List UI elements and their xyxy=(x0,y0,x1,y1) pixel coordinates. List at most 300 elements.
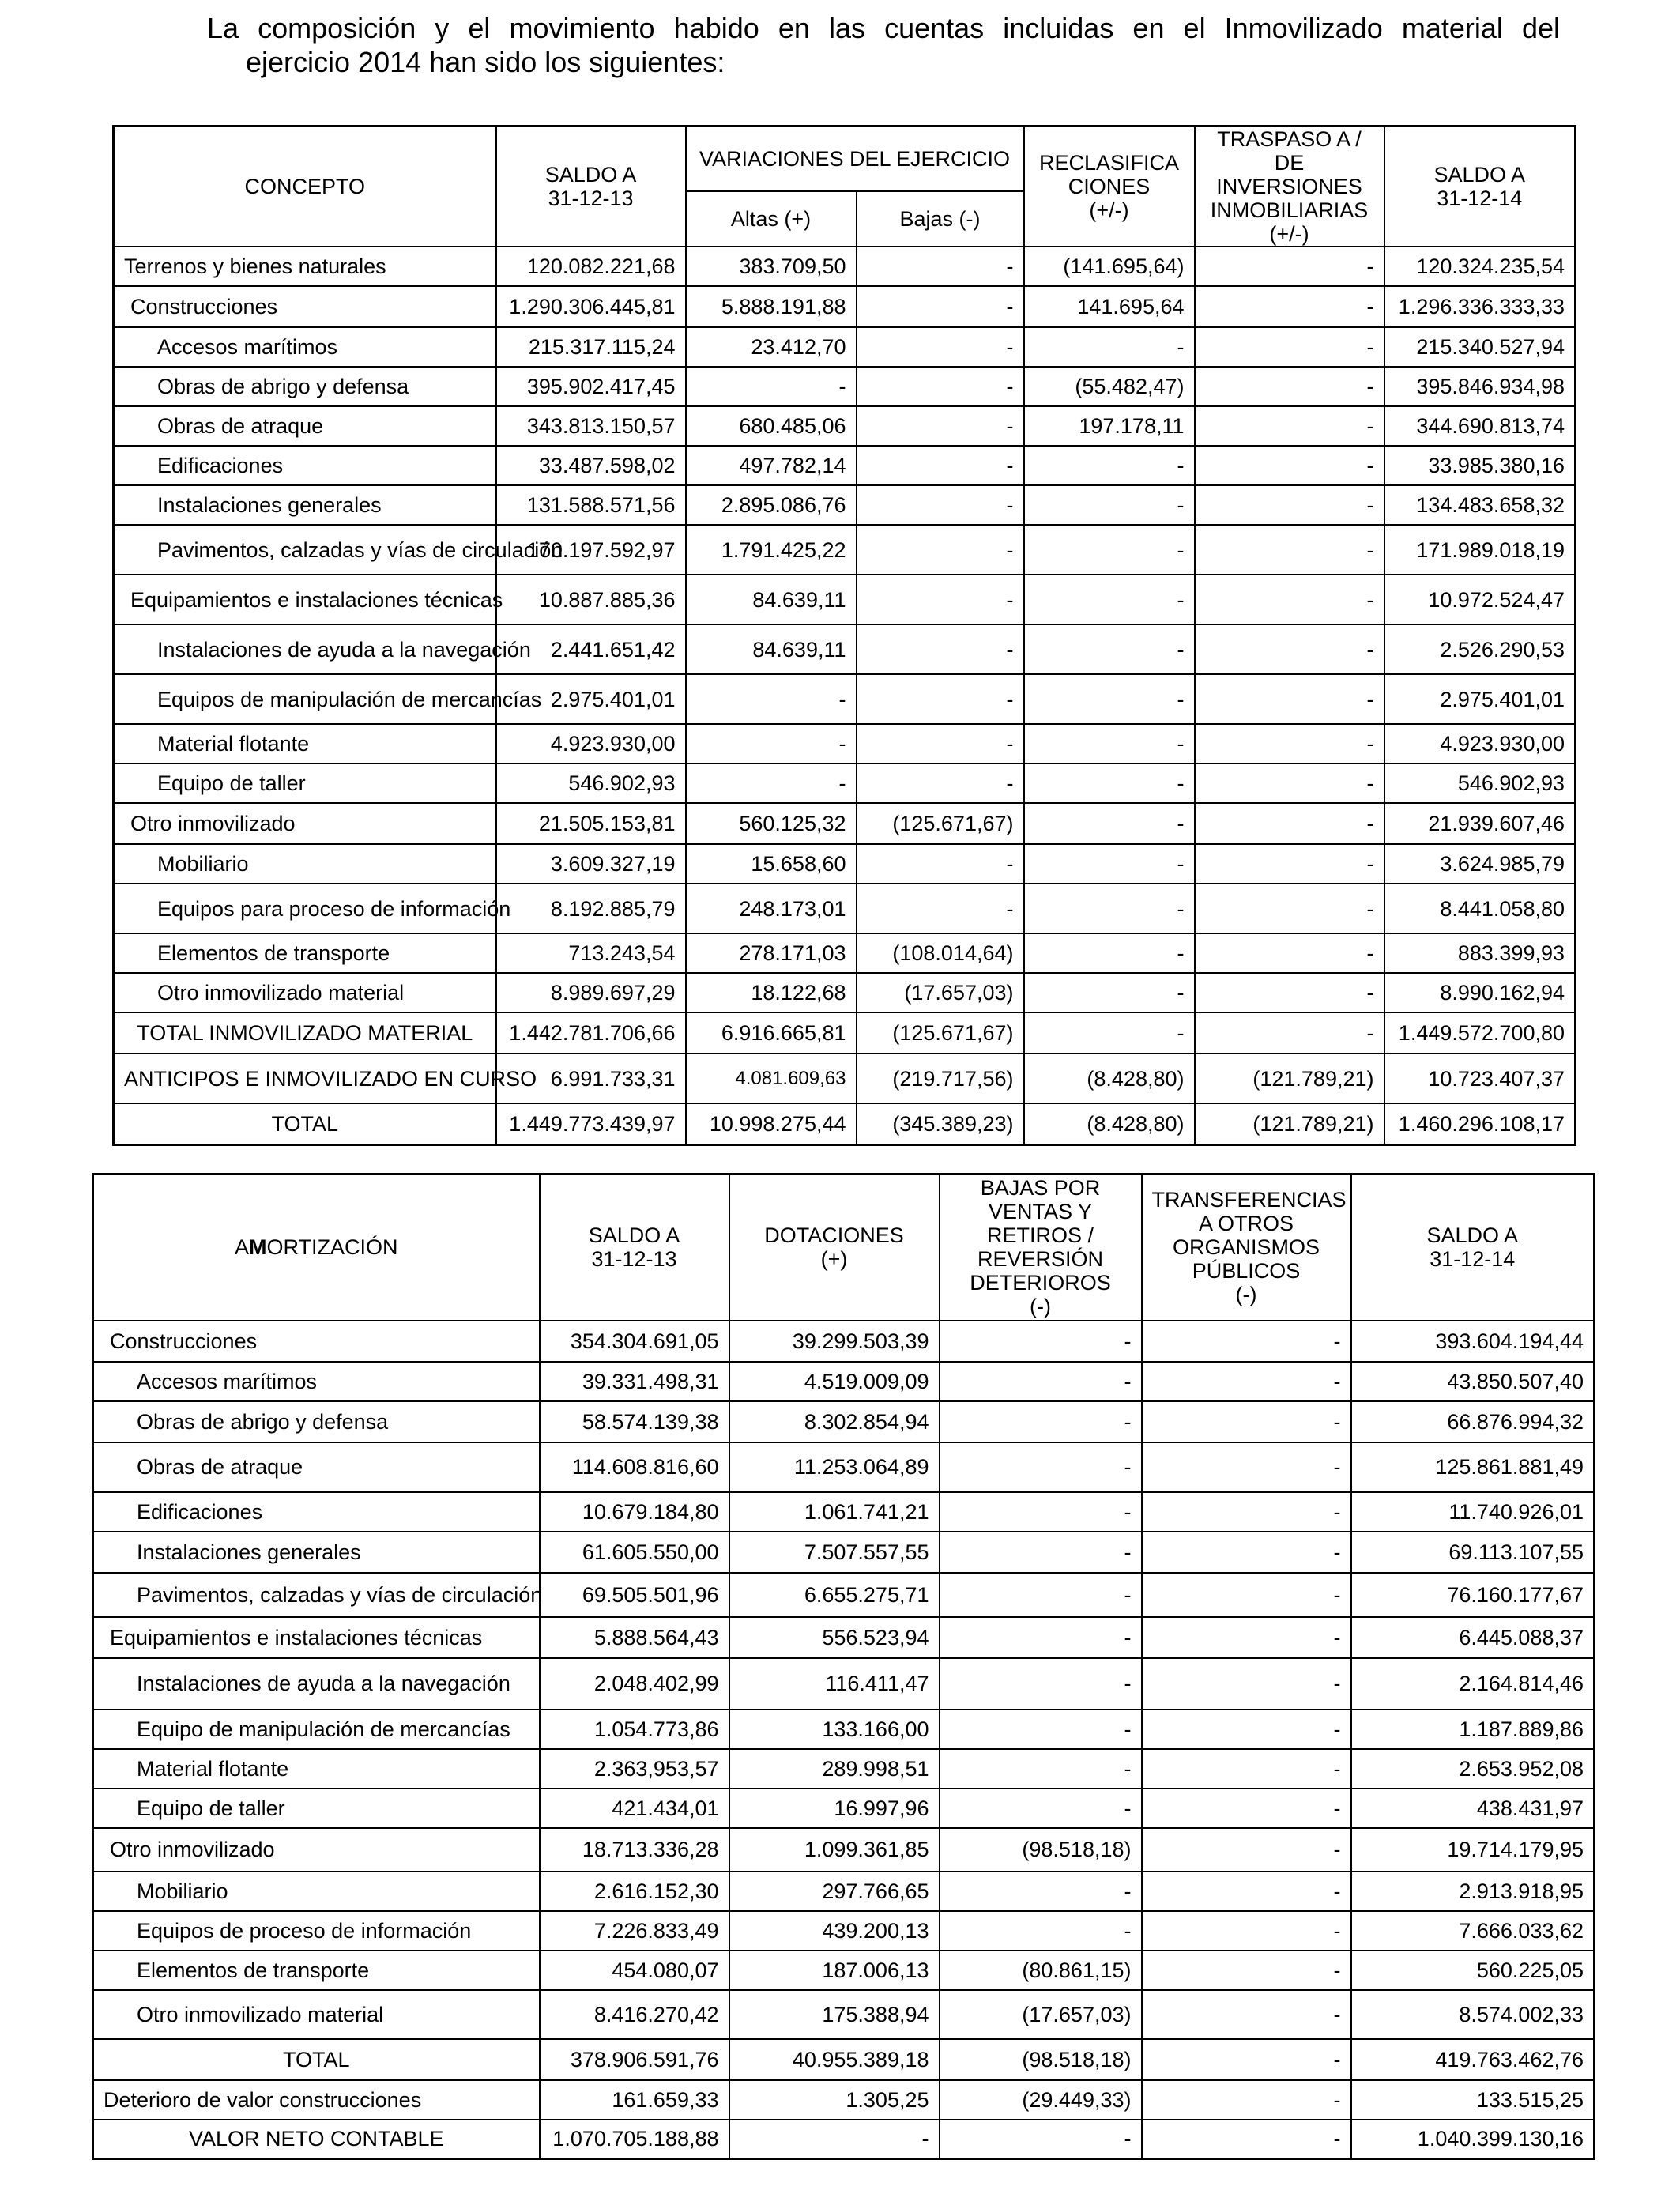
cell-value: 84.639,11 xyxy=(686,575,857,624)
cell-value: - xyxy=(857,844,1024,884)
table-row xyxy=(114,485,1576,525)
cell-value: 883.399,93 xyxy=(1384,933,1576,973)
cell-value: 6.991.733,31 xyxy=(496,1054,686,1103)
cell-value: 8.990.162,94 xyxy=(1384,973,1576,1012)
cell-value: 383.709,50 xyxy=(686,247,857,286)
cell-value: - xyxy=(940,1658,1142,1710)
table-row xyxy=(114,327,1576,367)
header-amortizacion-rest: ORTIZACIÓN xyxy=(266,1235,398,1260)
cell-value: - xyxy=(1195,286,1384,327)
cell-value: 7.666.033,62 xyxy=(1351,1911,1595,1951)
cell-value: 1.791.425,22 xyxy=(686,525,857,575)
cell-value: 6.916.665,81 xyxy=(686,1012,857,1054)
cell-value: - xyxy=(857,575,1024,624)
inmovilizado-table xyxy=(112,125,1576,1146)
row-label: VALOR NETO CONTABLE xyxy=(93,2120,540,2159)
table-row xyxy=(93,1492,1595,1532)
cell-value: - xyxy=(857,446,1024,485)
cell-value: - xyxy=(857,724,1024,763)
cell-value: - xyxy=(1024,525,1195,575)
row-label: Construcciones xyxy=(93,1321,540,1362)
cell-value: - xyxy=(940,1492,1142,1532)
table-row xyxy=(93,1911,1595,1951)
header-amortizacion-a: A xyxy=(234,1235,249,1260)
cell-value: 439.200,13 xyxy=(729,1911,940,1951)
cell-value: - xyxy=(940,1442,1142,1492)
cell-value: - xyxy=(940,1872,1142,1911)
cell-value: - xyxy=(1024,844,1195,884)
cell-value: - xyxy=(1142,1749,1351,1789)
cell-value: - xyxy=(1024,327,1195,367)
cell-value: 131.588.571,56 xyxy=(496,485,686,525)
cell-value: 33.985.380,16 xyxy=(1384,446,1576,485)
table-row xyxy=(114,844,1576,884)
cell-value: 40.955.389,18 xyxy=(729,2039,940,2080)
cell-value: - xyxy=(857,674,1024,724)
table-row xyxy=(93,1749,1595,1789)
cell-value: 1.449.773.439,97 xyxy=(496,1103,686,1144)
row-label: Otro inmovilizado material xyxy=(93,1990,540,2039)
cell-value: (121.789,21) xyxy=(1195,1054,1384,1103)
cell-value: (29.449,33) xyxy=(940,2080,1142,2120)
cell-value: 393.604.194,44 xyxy=(1351,1321,1595,1362)
cell-value: (125.671,67) xyxy=(857,1012,1024,1054)
cell-value: 1.070.705.188,88 xyxy=(540,2120,729,2159)
cell-value: (8.428,80) xyxy=(1024,1054,1195,1103)
table-row xyxy=(93,2039,1595,2080)
intro-line-1: La composición y el movimiento habido en las cuentas incluidas en el Inmovilizado material del xyxy=(207,12,1560,44)
cell-value: 171.989.018,19 xyxy=(1384,525,1576,575)
cell-value: - xyxy=(1195,327,1384,367)
table-row xyxy=(114,803,1576,844)
cell-value: (17.657,03) xyxy=(940,1990,1142,2039)
cell-value: 2.975.401,01 xyxy=(1384,674,1576,724)
cell-value: 15.658,60 xyxy=(686,844,857,884)
cell-value: - xyxy=(1024,446,1195,485)
cell-value: 8.441.058,80 xyxy=(1384,884,1576,933)
cell-value: - xyxy=(1195,973,1384,1012)
cell-value: 69.505.501,96 xyxy=(540,1573,729,1617)
cell-value: 116.411,47 xyxy=(729,1658,940,1710)
row-label: Instalaciones generales xyxy=(93,1532,540,1573)
cell-value: - xyxy=(857,485,1024,525)
cell-value: 10.998.275,44 xyxy=(686,1103,857,1144)
cell-value: 1.061.741,21 xyxy=(729,1492,940,1532)
cell-value: 497.782,14 xyxy=(686,446,857,485)
row-label: Equipos de manipulación de mercancías xyxy=(114,674,496,724)
table-row xyxy=(93,1573,1595,1617)
cell-value: 10.972.524,47 xyxy=(1384,575,1576,624)
cell-value: 7.226.833,49 xyxy=(540,1911,729,1951)
row-label: ANTICIPOS E INMOVILIZADO EN CURSO xyxy=(114,1054,496,1103)
header-saldo-inicial: SALDO A 31-12-13 xyxy=(496,126,686,247)
cell-value: - xyxy=(940,1321,1142,1362)
row-label: Equipo de taller xyxy=(93,1789,540,1828)
cell-value: 133.166,00 xyxy=(729,1710,940,1749)
cell-value: - xyxy=(1195,247,1384,286)
cell-value: - xyxy=(1195,446,1384,485)
row-label: Terrenos y bienes naturales xyxy=(114,247,496,286)
cell-value: - xyxy=(686,763,857,803)
cell-value: - xyxy=(1024,485,1195,525)
row-label: Obras de abrigo y defensa xyxy=(114,367,496,406)
inmovilizado-table-body xyxy=(114,247,1576,1144)
cell-value: 125.861.881,49 xyxy=(1351,1442,1595,1492)
cell-value: 170.197.592,97 xyxy=(496,525,686,575)
cell-value: - xyxy=(1195,803,1384,844)
row-label: Otro inmovilizado xyxy=(114,803,496,844)
cell-value: 18.122,68 xyxy=(686,973,857,1012)
cell-value: - xyxy=(857,247,1024,286)
cell-value: - xyxy=(1142,1617,1351,1658)
cell-value: 69.113.107,55 xyxy=(1351,1532,1595,1573)
cell-value: (55.482,47) xyxy=(1024,367,1195,406)
row-label: Material flotante xyxy=(114,724,496,763)
cell-value: - xyxy=(940,1532,1142,1573)
cell-value: - xyxy=(686,674,857,724)
cell-value: - xyxy=(940,1710,1142,1749)
table-row xyxy=(114,286,1576,327)
cell-value: 354.304.691,05 xyxy=(540,1321,729,1362)
header-traspaso: TRASPASO A / DE INVERSIONES INMOBILIARIAS (+/-) xyxy=(1195,126,1384,247)
cell-value: 378.906.591,76 xyxy=(540,2039,729,2080)
cell-value: 7.507.557,55 xyxy=(729,1532,940,1573)
cell-value: 21.505.153,81 xyxy=(496,803,686,844)
cell-value: - xyxy=(857,327,1024,367)
cell-value: 10.723.407,37 xyxy=(1384,1054,1576,1103)
cell-value: - xyxy=(940,1362,1142,1401)
cell-value: - xyxy=(1142,1573,1351,1617)
table-row xyxy=(114,525,1576,575)
cell-value: 546.902,93 xyxy=(496,763,686,803)
cell-value: - xyxy=(1142,2120,1351,2159)
cell-value: 8.416.270,42 xyxy=(540,1990,729,2039)
table-row xyxy=(93,1658,1595,1710)
row-label: Edificaciones xyxy=(114,446,496,485)
cell-value: 43.850.507,40 xyxy=(1351,1362,1595,1401)
amortizacion-table-body xyxy=(93,1321,1595,2159)
row-label: Mobiliario xyxy=(114,844,496,884)
cell-value: 21.939.607,46 xyxy=(1384,803,1576,844)
row-label: Instalaciones de ayuda a la navegación xyxy=(114,624,496,674)
header-amortizacion xyxy=(93,1174,540,1321)
row-label: Material flotante xyxy=(93,1749,540,1789)
cell-value: 8.302.854,94 xyxy=(729,1401,940,1442)
cell-value: - xyxy=(1024,884,1195,933)
row-label: TOTAL INMOVILIZADO MATERIAL xyxy=(114,1012,496,1054)
cell-value: - xyxy=(686,724,857,763)
cell-value: 1.442.781.706,66 xyxy=(496,1012,686,1054)
cell-value: 58.574.139,38 xyxy=(540,1401,729,1442)
table-row xyxy=(114,624,1576,674)
cell-value: 680.485,06 xyxy=(686,406,857,446)
table-row xyxy=(114,446,1576,485)
cell-value: - xyxy=(1195,525,1384,575)
cell-value: 141.695,64 xyxy=(1024,286,1195,327)
table-row xyxy=(114,406,1576,446)
cell-value: 11.253.064,89 xyxy=(729,1442,940,1492)
row-label: Obras de abrigo y defensa xyxy=(93,1401,540,1442)
header-bajas-ventas: BAJAS POR VENTAS Y RETIROS / REVERSIÓN DETERIOROS (-) xyxy=(940,1174,1142,1321)
cell-value: - xyxy=(1024,933,1195,973)
cell-value: - xyxy=(1024,973,1195,1012)
cell-value: 8.989.697,29 xyxy=(496,973,686,1012)
cell-value: 8.574.002,33 xyxy=(1351,1990,1595,2039)
cell-value: - xyxy=(1024,624,1195,674)
table-row xyxy=(93,1990,1595,2039)
cell-value: 1.187.889,86 xyxy=(1351,1710,1595,1749)
cell-value: 1.460.296.108,17 xyxy=(1384,1103,1576,1144)
cell-value: 248.173,01 xyxy=(686,884,857,933)
cell-value: 2.526.290,53 xyxy=(1384,624,1576,674)
row-label: Obras de atraque xyxy=(114,406,496,446)
cell-value: - xyxy=(1142,1362,1351,1401)
cell-value: 344.690.813,74 xyxy=(1384,406,1576,446)
cell-value: 84.639,11 xyxy=(686,624,857,674)
cell-value: - xyxy=(1142,1789,1351,1828)
header-transferencias: TRANSFERENCIAS A OTROS ORGANISMOS PÚBLICOS (-) xyxy=(1142,1174,1351,1321)
cell-value: 5.888.191,88 xyxy=(686,286,857,327)
cell-value: 4.923.930,00 xyxy=(496,724,686,763)
cell-value: 3.609.327,19 xyxy=(496,844,686,884)
header-saldo-inicial-2: SALDO A 31-12-13 xyxy=(540,1174,729,1321)
header-variaciones: VARIACIONES DEL EJERCICIO xyxy=(686,126,1024,191)
cell-value: 6.655.275,71 xyxy=(729,1573,940,1617)
row-label: Equipamientos e instalaciones técnicas xyxy=(114,575,496,624)
cell-value: - xyxy=(686,367,857,406)
cell-value: - xyxy=(1195,884,1384,933)
cell-value: 10.887.885,36 xyxy=(496,575,686,624)
cell-value: (121.789,21) xyxy=(1195,1103,1384,1144)
cell-value: 289.998,51 xyxy=(729,1749,940,1789)
cell-value: 134.483.658,32 xyxy=(1384,485,1576,525)
cell-value: (125.671,67) xyxy=(857,803,1024,844)
amortizacion-table xyxy=(92,1173,1595,2160)
cell-value: 120.082.221,68 xyxy=(496,247,686,286)
cell-value: 61.605.550,00 xyxy=(540,1532,729,1573)
cell-value: 1.305,25 xyxy=(729,2080,940,2120)
cell-value: 5.888.564,43 xyxy=(540,1617,729,1658)
cell-value: 560.125,32 xyxy=(686,803,857,844)
row-label: Edificaciones xyxy=(93,1492,540,1532)
row-label: Elementos de transporte xyxy=(114,933,496,973)
table-row xyxy=(93,1401,1595,1442)
cell-value: 395.846.934,98 xyxy=(1384,367,1576,406)
table-row xyxy=(114,724,1576,763)
row-label: Equipos de proceso de información xyxy=(93,1911,540,1951)
header-saldo-final-2: SALDO A 31-12-14 xyxy=(1351,1174,1595,1321)
cell-value: 8.192.885,79 xyxy=(496,884,686,933)
cell-value: - xyxy=(1024,803,1195,844)
cell-value: - xyxy=(857,286,1024,327)
cell-value: 11.740.926,01 xyxy=(1351,1492,1595,1532)
cell-value: - xyxy=(940,1911,1142,1951)
cell-value: 16.997,96 xyxy=(729,1789,940,1828)
cell-value: 39.299.503,39 xyxy=(729,1321,940,1362)
cell-value: - xyxy=(1142,1872,1351,1911)
cell-value: - xyxy=(1195,1012,1384,1054)
cell-value: 120.324.235,54 xyxy=(1384,247,1576,286)
cell-value: - xyxy=(1195,367,1384,406)
cell-value: 187.006,13 xyxy=(729,1951,940,1990)
row-label: Elementos de transporte xyxy=(93,1951,540,1990)
row-label: Instalaciones de ayuda a la navegación xyxy=(93,1658,540,1710)
cell-value: - xyxy=(1024,674,1195,724)
cell-value: 438.431,97 xyxy=(1351,1789,1595,1828)
row-label: Equipo de taller xyxy=(114,763,496,803)
row-label: Equipamientos e instalaciones técnicas xyxy=(93,1617,540,1658)
cell-value: - xyxy=(1142,1911,1351,1951)
cell-value: 395.902.417,45 xyxy=(496,367,686,406)
cell-value: 19.714.179,95 xyxy=(1351,1828,1595,1872)
cell-value: - xyxy=(940,1617,1142,1658)
row-label: TOTAL xyxy=(114,1103,496,1144)
cell-value: 3.624.985,79 xyxy=(1384,844,1576,884)
cell-value: - xyxy=(1024,1012,1195,1054)
cell-value: 560.225,05 xyxy=(1351,1951,1595,1990)
table-row xyxy=(93,1617,1595,1658)
header-concepto: CONCEPTO xyxy=(114,126,496,247)
cell-value: (80.861,15) xyxy=(940,1951,1142,1990)
cell-value: (98.518,18) xyxy=(940,2039,1142,2080)
header-saldo-final: SALDO A 31-12-14 xyxy=(1384,126,1576,247)
cell-value: 278.171,03 xyxy=(686,933,857,973)
row-label: TOTAL xyxy=(93,2039,540,2080)
table-row xyxy=(93,1828,1595,1872)
row-label: Mobiliario xyxy=(93,1872,540,1911)
table-row xyxy=(93,1321,1595,1362)
table-row xyxy=(114,763,1576,803)
cell-value: 419.763.462,76 xyxy=(1351,2039,1595,2080)
cell-value: (17.657,03) xyxy=(857,973,1024,1012)
cell-value: - xyxy=(1024,763,1195,803)
cell-value: - xyxy=(1195,844,1384,884)
cell-value: 2.048.402,99 xyxy=(540,1658,729,1710)
cell-value: - xyxy=(1142,1492,1351,1532)
cell-value: 297.766,65 xyxy=(729,1872,940,1911)
row-label: Equipo de manipulación de mercancías xyxy=(93,1710,540,1749)
cell-value: - xyxy=(1142,1442,1351,1492)
cell-value: 33.487.598,02 xyxy=(496,446,686,485)
table-row xyxy=(114,1103,1576,1144)
table-row xyxy=(93,1442,1595,1492)
row-label: Otro inmovilizado xyxy=(93,1828,540,1872)
row-label: Equipos para proceso de información xyxy=(114,884,496,933)
cell-value: 421.434,01 xyxy=(540,1789,729,1828)
header-dotaciones: DOTACIONES (+) xyxy=(729,1174,940,1321)
cell-value: 133.515,25 xyxy=(1351,2080,1595,2120)
cell-value: 2.653.952,08 xyxy=(1351,1749,1595,1789)
table-row xyxy=(93,1362,1595,1401)
table-row xyxy=(114,674,1576,724)
cell-value: (98.518,18) xyxy=(940,1828,1142,1872)
row-label: Construcciones xyxy=(114,286,496,327)
header-amortizacion-m: M xyxy=(249,1235,267,1260)
table-row xyxy=(114,1012,1576,1054)
cell-value: 161.659,33 xyxy=(540,2080,729,2120)
table-row xyxy=(93,1872,1595,1911)
table-row xyxy=(114,247,1576,286)
cell-value: - xyxy=(1195,575,1384,624)
cell-value: 2.913.918,95 xyxy=(1351,1872,1595,1911)
cell-value: (141.695,64) xyxy=(1024,247,1195,286)
cell-value: - xyxy=(1142,1532,1351,1573)
cell-value: - xyxy=(1195,624,1384,674)
cell-value: - xyxy=(940,1401,1142,1442)
cell-value: 114.608.816,60 xyxy=(540,1442,729,1492)
cell-value: 215.317.115,24 xyxy=(496,327,686,367)
cell-value: - xyxy=(857,406,1024,446)
cell-value: - xyxy=(1142,1828,1351,1872)
cell-value: - xyxy=(1024,724,1195,763)
cell-value: - xyxy=(1142,1710,1351,1749)
cell-value: - xyxy=(1142,1990,1351,2039)
cell-value: 175.388,94 xyxy=(729,1990,940,2039)
cell-value: 454.080,07 xyxy=(540,1951,729,1990)
cell-value: 1.099.361,85 xyxy=(729,1828,940,1872)
row-label: Accesos marítimos xyxy=(114,327,496,367)
table-row xyxy=(114,367,1576,406)
table-row xyxy=(114,1054,1576,1103)
cell-value: 6.445.088,37 xyxy=(1351,1617,1595,1658)
table-row xyxy=(114,884,1576,933)
cell-value: 4.081.609,63 xyxy=(686,1054,857,1103)
cell-value: 1.296.336.333,33 xyxy=(1384,286,1576,327)
table-row xyxy=(93,2120,1595,2159)
table-row xyxy=(93,2080,1595,2120)
cell-value: 713.243,54 xyxy=(496,933,686,973)
table-row xyxy=(114,973,1576,1012)
cell-value: 76.160.177,67 xyxy=(1351,1573,1595,1617)
row-label: Instalaciones generales xyxy=(114,485,496,525)
header-altas: Altas (+) xyxy=(686,191,857,247)
intro-line-2: ejercicio 2014 han sido los siguientes: xyxy=(246,46,725,78)
table-row xyxy=(93,1532,1595,1573)
cell-value: - xyxy=(940,1573,1142,1617)
cell-value: 4.519.009,09 xyxy=(729,1362,940,1401)
cell-value: - xyxy=(857,763,1024,803)
cell-value: - xyxy=(1195,406,1384,446)
cell-value: - xyxy=(1142,1401,1351,1442)
cell-value: (345.389,23) xyxy=(857,1103,1024,1144)
cell-value: - xyxy=(940,1789,1142,1828)
table-row xyxy=(114,933,1576,973)
table-row xyxy=(93,1789,1595,1828)
row-label: Deterioro de valor construcciones xyxy=(93,2080,540,2120)
cell-value: - xyxy=(1195,763,1384,803)
table-row xyxy=(114,575,1576,624)
cell-value: (219.717,56) xyxy=(857,1054,1024,1103)
cell-value: 2.441.651,42 xyxy=(496,624,686,674)
cell-value: - xyxy=(729,2120,940,2159)
cell-value: - xyxy=(940,1749,1142,1789)
cell-value: 39.331.498,31 xyxy=(540,1362,729,1401)
cell-value: (8.428,80) xyxy=(1024,1103,1195,1144)
cell-value: (108.014,64) xyxy=(857,933,1024,973)
row-label: Pavimentos, calzadas y vías de circulación xyxy=(93,1573,540,1617)
cell-value: - xyxy=(1142,1951,1351,1990)
cell-value: - xyxy=(857,884,1024,933)
cell-value: - xyxy=(1142,1658,1351,1710)
cell-value: - xyxy=(1142,2039,1351,2080)
table-row xyxy=(93,1710,1595,1749)
cell-value: 343.813.150,57 xyxy=(496,406,686,446)
cell-value: - xyxy=(857,525,1024,575)
cell-value: - xyxy=(1195,933,1384,973)
cell-value: 197.178,11 xyxy=(1024,406,1195,446)
cell-value: - xyxy=(940,2120,1142,2159)
cell-value: 2.616.152,30 xyxy=(540,1872,729,1911)
